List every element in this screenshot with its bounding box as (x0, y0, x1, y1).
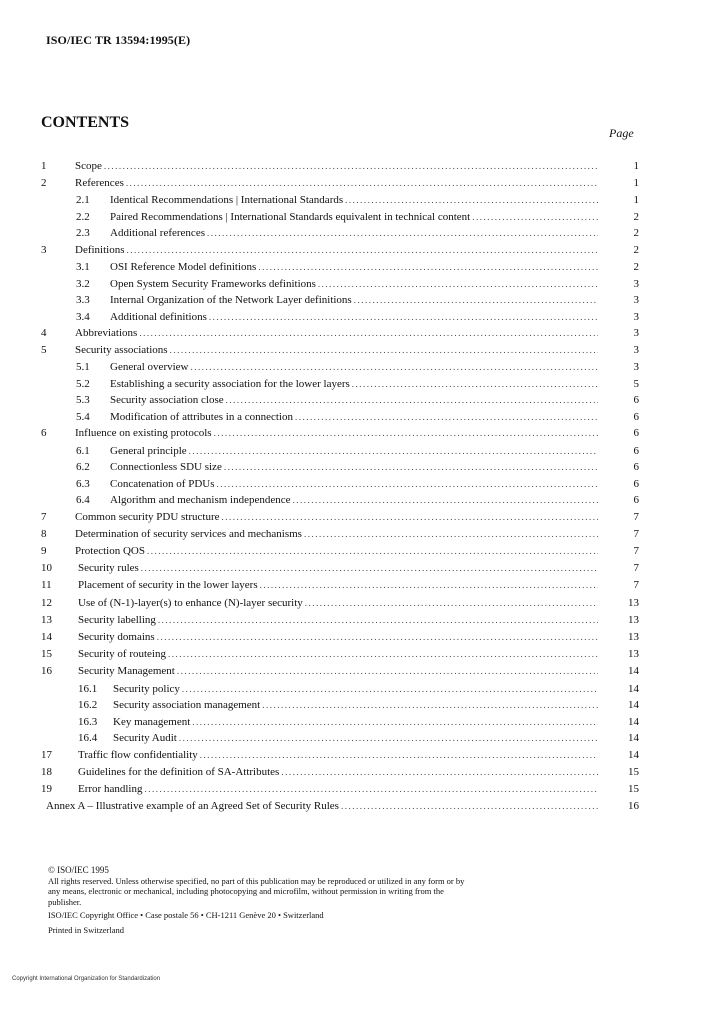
toc-entry-title: Security of routeing (78, 648, 166, 661)
toc-entry-page: 13 (628, 648, 639, 661)
toc-entry-page: 7 (633, 579, 639, 592)
dot-leader (139, 325, 598, 342)
toc-entry-page: 1 (633, 177, 639, 190)
dot-leader (226, 392, 598, 409)
toc-entry-number: 15 (41, 648, 52, 661)
toc-entry (0, 359, 719, 376)
toc-entry (0, 325, 719, 342)
dot-leader (209, 309, 598, 326)
toc-entry-title: Security domains (78, 630, 155, 643)
toc-entry-title: Security association management (113, 699, 261, 711)
toc-entry (0, 292, 719, 309)
toc-entry-page: 1 (633, 194, 639, 207)
toc-entry (0, 492, 719, 509)
toc-entry-number: 2.2 (76, 210, 90, 223)
toc-entry-title: Determination of security services and mechanisms (75, 527, 302, 540)
toc-entry-page: 14 (628, 682, 639, 695)
toc-entry-number: 6.4 (76, 494, 90, 507)
dot-leader (352, 376, 598, 393)
page-column-label: Page (609, 126, 634, 140)
copyright-footer (48, 865, 468, 935)
toc-entry-title: Additional definitions (110, 310, 207, 323)
toc-entry-page: 3 (633, 327, 639, 340)
printed-in: Printed in Switzerland (48, 924, 125, 935)
toc-entry-page: 15 (628, 782, 639, 795)
toc-entry-title: General overview (110, 361, 189, 374)
toc-entry-title: Paired Recommendations | International Standards equivalent in technical content (110, 210, 471, 223)
toc-entry-number: 2.3 (76, 227, 90, 240)
toc-entry-number: 5.4 (76, 410, 90, 423)
toc-entry-number: 5 (41, 344, 47, 357)
toc-entry-title: Protection QOS (75, 545, 145, 557)
toc-entry-page: 13 (628, 613, 639, 626)
toc-entry (0, 560, 719, 577)
toc-entry-title: Security association close (110, 394, 224, 407)
toc-entry-title: Traffic flow confidentiality (78, 748, 198, 761)
toc-entry-page: 5 (633, 377, 639, 390)
toc-entry-title: Influence on existing protocols (75, 427, 212, 440)
toc-entry (0, 225, 719, 242)
toc-entry (0, 629, 719, 646)
toc-entry-page: 2 (633, 227, 639, 240)
toc-entry-number: 16.1 (78, 682, 98, 695)
toc-entry-page: 1 (633, 160, 639, 172)
toc-entry (0, 192, 719, 209)
dot-leader (127, 242, 599, 259)
toc-entry-page: 3 (633, 294, 639, 307)
toc-entry (0, 697, 719, 714)
toc-entry-title: Common security PDU structure (75, 510, 220, 523)
toc-entry (0, 476, 719, 493)
toc-entry (0, 209, 719, 226)
toc-entry-title: Security policy (113, 682, 180, 695)
toc-entry (0, 276, 719, 293)
toc-entry (0, 376, 719, 393)
toc-entry (0, 342, 719, 359)
dot-leader (216, 476, 598, 493)
toc-entry (0, 781, 719, 798)
toc-entry-number: 16.3 (78, 715, 98, 728)
toc-entry-page: 7 (633, 510, 639, 523)
toc-entry-title: Key management (113, 715, 191, 728)
toc-entry (0, 798, 719, 815)
toc-entry-page: 13 (628, 630, 639, 643)
toc-entry (0, 459, 719, 476)
toc-entry-page: 6 (633, 444, 639, 457)
toc-entry (0, 409, 719, 426)
toc-entry-title: Scope (75, 160, 102, 172)
dot-leader (341, 798, 598, 815)
toc-entry-number: 3.4 (76, 310, 90, 323)
toc-entry (0, 392, 719, 409)
toc-entry-page: 2 (633, 261, 639, 274)
dot-leader (293, 492, 598, 509)
toc-entry-page: 14 (628, 732, 639, 744)
toc-entry-title: Additional references (110, 227, 205, 240)
toc-entry-title: Use of (N-1)-layer(s) to enhance (N)-layer security (78, 596, 303, 609)
toc-entry-title: Security associations (75, 344, 168, 357)
table-of-contents (0, 158, 719, 815)
toc-entry-title: Definitions (75, 243, 125, 256)
dot-leader (189, 443, 598, 460)
toc-entry-title: Security Management (78, 665, 175, 678)
toc-entry-title: General principle (110, 444, 187, 457)
toc-entry-page: 16 (628, 800, 639, 813)
toc-entry (0, 747, 719, 764)
dot-leader (281, 764, 598, 781)
toc-entry-number: 6.1 (76, 444, 90, 457)
toc-entry-page: 2 (633, 243, 639, 256)
copyright-watermark: Copyright International Organization for Standardization (12, 976, 161, 982)
dot-leader (304, 526, 598, 543)
copyright-line: © ISO/IEC 1995 (48, 865, 109, 875)
toc-entry (0, 714, 719, 731)
toc-entry-title: References (75, 177, 124, 190)
toc-entry-title: Identical Recommendations | International Standards (110, 194, 344, 207)
toc-entry-title: Modification of attributes in a connection (110, 410, 293, 423)
toc-entry-page: 15 (628, 765, 639, 778)
document-header: ISO/IEC TR 13594:1995(E) (46, 33, 191, 47)
dot-leader (158, 612, 598, 629)
dot-leader (126, 175, 598, 192)
toc-entry-number: 3.2 (76, 277, 90, 290)
toc-entry-title: Security Audit (113, 732, 177, 744)
dot-leader (305, 595, 598, 612)
toc-entry (0, 309, 719, 326)
dot-leader (295, 409, 598, 426)
contents-title: CONTENTS (41, 114, 130, 131)
dot-leader (200, 747, 598, 764)
toc-entry-title: OSI Reference Model definitions (110, 261, 257, 274)
toc-entry (0, 543, 719, 560)
toc-entry-title: Annex A – Illustrative example of an Agreed Set of Security Rules (46, 800, 339, 813)
dot-leader (214, 425, 598, 442)
dot-leader (147, 543, 598, 560)
toc-entry-number: 18 (41, 765, 52, 778)
toc-entry-title: Algorithm and mechanism independence (110, 494, 291, 507)
toc-entry (0, 259, 719, 276)
toc-entry-page: 7 (633, 527, 639, 540)
toc-entry-page: 6 (633, 427, 639, 440)
toc-entry-page: 14 (628, 665, 639, 678)
toc-entry-number: 11 (41, 579, 52, 592)
dot-leader (224, 459, 598, 476)
toc-entry-page: 6 (633, 394, 639, 407)
toc-entry (0, 526, 719, 543)
toc-entry-number: 1 (41, 160, 47, 172)
dot-leader (170, 342, 598, 359)
toc-entry (0, 663, 719, 680)
toc-entry-number: 5.2 (76, 377, 90, 390)
dot-leader (345, 192, 598, 209)
toc-entry-page: 3 (633, 344, 639, 357)
dot-leader (141, 560, 598, 577)
toc-entry-number: 3 (41, 243, 47, 256)
toc-entry-number: 7 (41, 510, 47, 523)
toc-entry (0, 595, 719, 612)
toc-entry-number: 5.3 (76, 394, 90, 407)
dot-leader (354, 292, 598, 309)
dot-leader (207, 225, 598, 242)
toc-entry-page: 14 (628, 748, 639, 761)
dot-leader (472, 209, 598, 226)
toc-entry-number: 3.3 (76, 294, 90, 307)
toc-entry-page: 3 (633, 277, 639, 290)
toc-entry-page: 6 (633, 461, 639, 474)
toc-entry-title: Error handling (78, 782, 143, 795)
toc-entry-number: 16.4 (78, 732, 98, 744)
dot-leader (168, 646, 598, 663)
toc-entry-number: 4 (41, 327, 47, 340)
dot-leader (191, 359, 599, 376)
toc-entry (0, 175, 719, 192)
rights-notice: All rights reserved. Unless otherwise specified, no part of this publication may be reproduced or utilized in any form or by any means, electronic or mechanical, including photocopying and microfilm, without permission in writing from the publisher. (48, 875, 465, 907)
toc-entry-title: Connectionless SDU size (110, 461, 222, 474)
toc-entry-number: 9 (41, 545, 47, 557)
toc-entry (0, 509, 719, 526)
toc-entry-number: 14 (41, 630, 52, 643)
toc-entry (0, 730, 719, 747)
dot-leader (182, 681, 598, 698)
toc-entry-page: 6 (633, 410, 639, 423)
toc-entry-number: 16.2 (78, 699, 98, 711)
toc-entry (0, 443, 719, 460)
toc-entry-title: Concatenation of PDUs (110, 477, 215, 490)
dot-leader (318, 276, 598, 293)
dot-leader (157, 629, 598, 646)
toc-entry-number: 13 (41, 613, 52, 626)
toc-entry-title: Guidelines for the definition of SA-Attributes (78, 765, 280, 778)
toc-entry (0, 612, 719, 629)
toc-entry (0, 764, 719, 781)
toc-entry (0, 646, 719, 663)
toc-entry-number: 2 (41, 177, 47, 190)
toc-entry-number: 5.1 (76, 361, 90, 374)
toc-entry-number: 6.3 (76, 477, 90, 490)
toc-entry-title: Security rules (78, 562, 139, 575)
toc-entry-title: Security labelling (78, 613, 156, 626)
toc-entry-number: 2.1 (76, 194, 90, 207)
toc-entry-page: 7 (633, 562, 639, 575)
toc-entry-page: 7 (633, 545, 639, 557)
toc-entry-page: 13 (628, 596, 639, 609)
toc-entry (0, 158, 719, 175)
toc-entry-title: Abbreviations (75, 327, 138, 340)
copyright-office: ISO/IEC Copyright Office • Case postale 56 • CH-1211 Genève 20 • Switzerland (48, 910, 324, 920)
dot-leader (260, 577, 598, 594)
dot-leader (104, 158, 598, 175)
toc-entry-page: 3 (633, 361, 639, 374)
toc-entry-page: 2 (633, 210, 639, 223)
toc-entry-number: 6.2 (76, 461, 90, 474)
toc-entry (0, 425, 719, 442)
toc-entry (0, 242, 719, 259)
dot-leader (179, 730, 598, 747)
toc-entry-page: 14 (628, 715, 639, 728)
toc-entry (0, 577, 719, 594)
toc-entry-number: 10 (41, 562, 52, 575)
dot-leader (144, 781, 598, 798)
dot-leader (262, 697, 598, 714)
toc-entry-title: Establishing a security association for the lower layers (110, 377, 350, 390)
toc-entry-number: 19 (41, 782, 52, 795)
dot-leader (192, 714, 598, 731)
toc-entry-page: 6 (633, 477, 639, 490)
toc-entry-number: 16 (41, 665, 52, 678)
dot-leader (258, 259, 598, 276)
toc-entry-title: Internal Organization of the Network Layer definitions (110, 294, 352, 307)
toc-entry-title: Placement of security in the lower layers (78, 579, 258, 592)
toc-entry-title: Open System Security Frameworks definitions (110, 277, 316, 290)
dot-leader (222, 509, 598, 526)
toc-entry (0, 681, 719, 698)
toc-entry-number: 3.1 (76, 261, 90, 274)
toc-entry-number: 12 (41, 596, 52, 609)
toc-entry-number: 17 (41, 748, 52, 761)
dot-leader (177, 663, 598, 680)
toc-entry-page: 14 (628, 699, 639, 711)
toc-entry-number: 6 (41, 427, 47, 440)
toc-entry-page: 6 (633, 494, 639, 507)
toc-entry-number: 8 (41, 527, 47, 540)
toc-entry-page: 3 (633, 310, 639, 323)
